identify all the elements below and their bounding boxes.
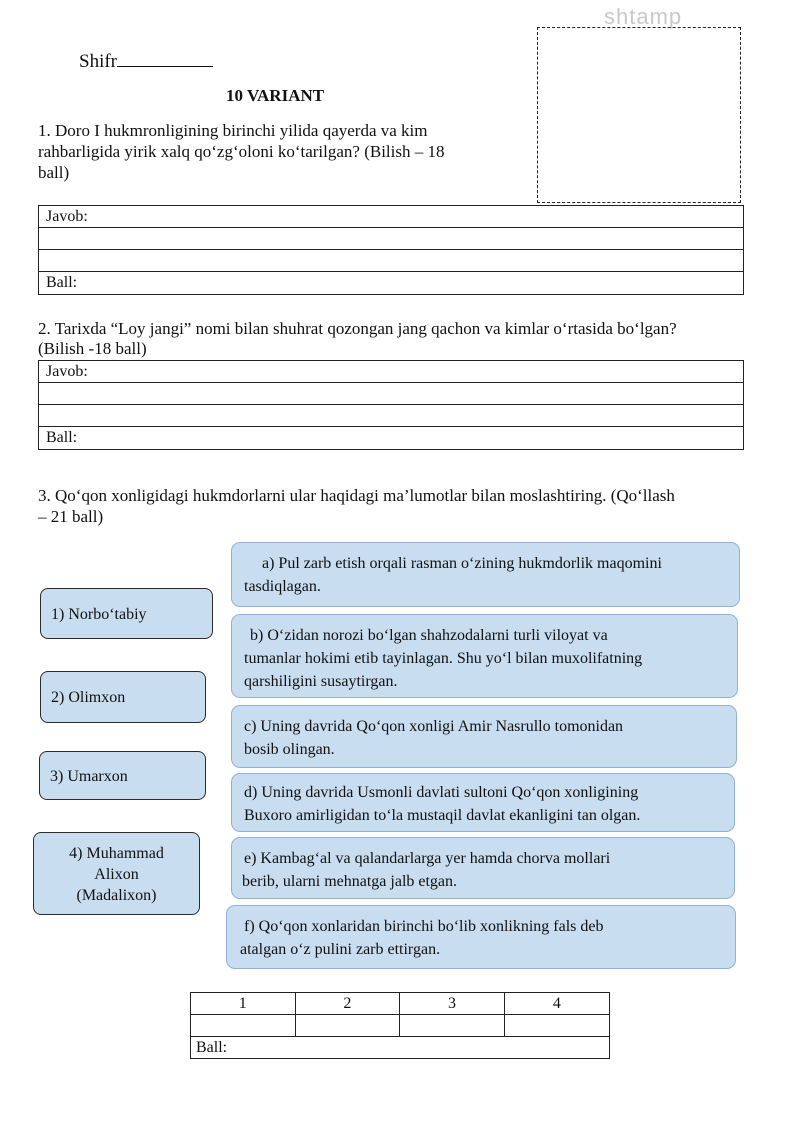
- question-3: [38, 485, 778, 527]
- question-1-line-3: ball): [38, 163, 70, 182]
- question-2-line-2: (Bilish -18 ball): [38, 339, 147, 358]
- option-d[interactable]: [231, 773, 735, 832]
- question-1: [38, 120, 508, 183]
- question-3-line-1: 3. Qo‘qon xonligidagi hukmdorlarni ular haqidagi ma’lumotlar bilan moslashtiring. (Qo‘llash: [38, 486, 675, 505]
- ruler-item-norbotabiy[interactable]: [40, 588, 213, 639]
- question-2: [38, 318, 778, 359]
- option-line: d) Uning davrida Usmonli davlati sultoni Qo‘qon xonligining: [244, 784, 639, 801]
- answer-cell[interactable]: [191, 1015, 296, 1037]
- shifr-label: Shifr: [79, 51, 117, 72]
- matching-answer-table: [190, 992, 610, 1059]
- question-3-line-2: – 21 ball): [38, 507, 104, 526]
- option-line: b) O‘zidan norozi bo‘lgan shahzodalarni turli viloyat va: [250, 627, 608, 644]
- ruler-label: 2) Olimxon: [51, 689, 126, 706]
- answer-label: Javob:: [46, 208, 88, 225]
- answer-label-row[interactable]: [39, 361, 743, 383]
- table-row[interactable]: [191, 1015, 610, 1037]
- ball-label: Ball:: [46, 274, 78, 291]
- option-f[interactable]: [226, 905, 736, 969]
- option-line: bosib olingan.: [244, 741, 335, 758]
- ruler-label-line: (Madalixon): [76, 887, 157, 904]
- option-c[interactable]: [231, 705, 737, 768]
- variant-title: 10 VARIANT: [226, 86, 325, 105]
- answer-label: Javob:: [46, 363, 88, 380]
- question-2-answer-box[interactable]: [38, 360, 744, 450]
- ruler-item-umarxon[interactable]: [39, 751, 206, 800]
- shifr-blank-line[interactable]: [117, 50, 213, 67]
- question-1-line-2: rahbarligida yirik xalq qo‘zg‘oloni ko‘tarilgan? (Bilish – 18: [38, 142, 445, 161]
- answer-cell[interactable]: [295, 1015, 400, 1037]
- answer-line[interactable]: [39, 228, 743, 250]
- shifr-field: [79, 50, 213, 73]
- ball-row[interactable]: [39, 272, 743, 294]
- option-line: e) Kambag‘al va qalandarlarga yer hamda chorva mollari: [244, 850, 611, 867]
- option-line: c) Uning davrida Qo‘qon xonligi Amir Nasrullo tomonidan: [244, 718, 624, 735]
- ball-cell[interactable]: [191, 1037, 610, 1059]
- option-line: a) Pul zarb etish orqali rasman o‘zining hukmdorlik maqomini: [262, 555, 662, 572]
- answer-line[interactable]: [39, 383, 743, 405]
- question-1-line-1: 1. Doro I hukmronligining birinchi yilida qayerda va kim: [38, 121, 428, 140]
- answer-cell[interactable]: [504, 1015, 609, 1037]
- answer-line[interactable]: [39, 250, 743, 272]
- table-header-cell: 2: [295, 993, 400, 1015]
- ball-label: Ball:: [196, 1038, 228, 1056]
- ruler-item-olimxon[interactable]: [40, 671, 206, 723]
- ruler-label-line: 4) Muhammad: [69, 845, 164, 862]
- answer-cell[interactable]: [400, 1015, 505, 1037]
- ruler-label: 3) Umarxon: [50, 768, 128, 785]
- table-header-cell: 3: [400, 993, 505, 1015]
- option-line: tasdiqlagan.: [244, 578, 321, 595]
- table-header-cell: 4: [504, 993, 609, 1015]
- question-2-line-1: 2. Tarixda “Loy jangi” nomi bilan shuhrat qozongan jang qachon va kimlar o‘rtasida bo‘lgan?: [38, 319, 677, 338]
- option-b[interactable]: [231, 614, 738, 698]
- option-e[interactable]: [231, 837, 735, 899]
- option-a[interactable]: [231, 542, 740, 607]
- answer-line[interactable]: [39, 405, 743, 427]
- table-header-cell: 1: [191, 993, 296, 1015]
- ball-row[interactable]: [191, 1037, 610, 1059]
- ruler-label-line: Alixon: [94, 866, 139, 883]
- option-line: atalgan o‘z pulini zarb ettirgan.: [240, 941, 441, 958]
- option-line: Buxoro amirligidan to‘la mustaqil davlat ekanligini tan olgan.: [244, 807, 641, 824]
- stamp-box: [537, 27, 741, 203]
- ball-label: Ball:: [46, 429, 78, 446]
- option-line: tumanlar hokimi etib tayinlagan. Shu yo‘l bilan muxolifatning: [244, 650, 643, 667]
- ruler-label: 1) Norbo‘tabiy: [51, 606, 147, 623]
- watermark: shtamp: [604, 4, 683, 29]
- ruler-item-muhammad-alixon[interactable]: [33, 832, 200, 915]
- question-1-answer-box[interactable]: [38, 205, 744, 295]
- table-header-row: [191, 993, 610, 1015]
- answer-label-row[interactable]: [39, 206, 743, 228]
- ball-row[interactable]: [39, 427, 743, 449]
- option-line: berib, ularni mehnatga jalb etgan.: [242, 873, 458, 890]
- option-line: f) Qo‘qon xonlaridan birinchi bo‘lib xonlikning fals deb: [244, 918, 604, 935]
- option-line: qarshiligini susaytirgan.: [244, 673, 398, 690]
